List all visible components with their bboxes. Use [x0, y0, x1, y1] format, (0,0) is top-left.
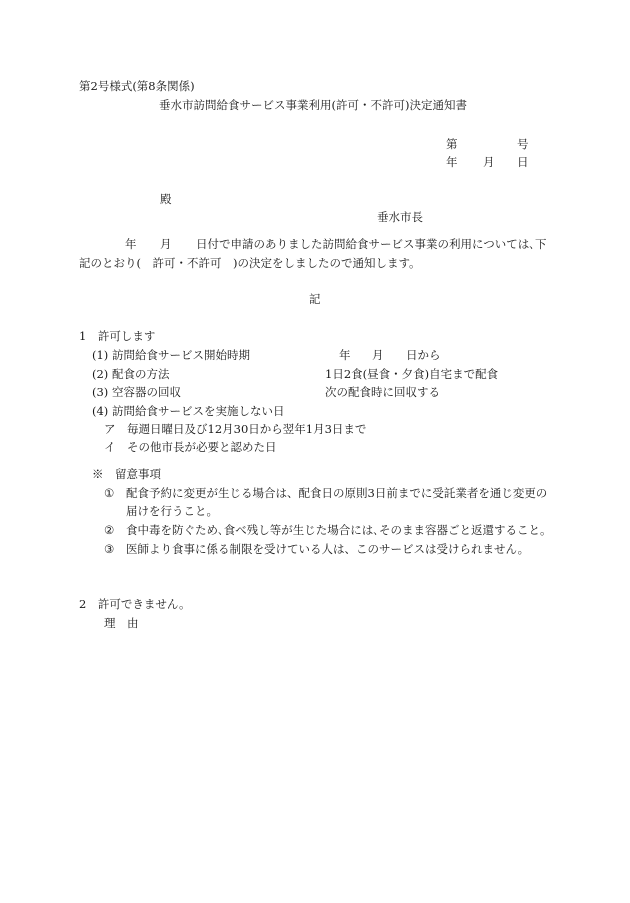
item-1-year: 年	[339, 348, 351, 362]
note-1-mark: ①	[104, 486, 115, 500]
item-3-label: (3) 空容器の回収	[92, 385, 181, 399]
notes-heading: ※ 留意事項	[92, 467, 161, 481]
item-2-value: 1日2食(昼食・夕食)自宅まで配食	[325, 367, 499, 381]
sub-item-a: ア 毎週日曜日及び12月30日から翌年1月3日まで	[104, 422, 367, 436]
body-year: 年	[125, 237, 137, 251]
note-3-mark: ③	[104, 542, 115, 556]
item-1-label: (1) 訪問給食サービス開始時期	[92, 348, 250, 362]
item-1-rest: 日から	[406, 348, 441, 362]
doc-number-prefix: 第	[446, 137, 458, 151]
note-3-text: 医師より食事に係る制限を受けている人は、このサービスは受けられません。	[126, 542, 530, 556]
body-month: 月	[160, 237, 172, 251]
item-3-value: 次の配食時に回収する	[325, 385, 440, 399]
ki-heading: 記	[309, 292, 321, 306]
section1-heading: 1 許可します	[79, 329, 156, 343]
note-2-mark: ②	[104, 523, 115, 537]
date-year: 年	[446, 155, 458, 169]
form-number: 第2号様式(第8条関係)	[79, 79, 195, 93]
item-1-month: 月	[372, 348, 384, 362]
body-line2: 記のとおり( 許可・不許可 )の決定をしましたので通知します。	[79, 256, 421, 270]
doc-number-suffix: 号	[517, 137, 529, 151]
note-2-text: 食中毒を防ぐため､食べ残し等が生じた場合には､そのまま容器ごと返還すること。	[126, 523, 552, 537]
sub-item-i: イ その他市長が必要と認めた日	[104, 440, 277, 454]
note-1-text: 配食予約に変更が生じる場合は、配食日の原則3日前までに受託業者を通じ変更の	[126, 486, 548, 500]
date-day: 日	[517, 155, 529, 169]
body-line1: 日付で申請のありました訪問給食サービス事業の利用については､下	[196, 237, 547, 251]
section2-heading: 2 許可できません。	[79, 597, 191, 611]
document-title: 垂水市訪問給食サービス事業利用(許可・不許可)決定通知書	[159, 98, 467, 112]
note-1-cont: 届けを行うこと。	[126, 504, 218, 518]
date-month: 月	[483, 155, 495, 169]
addressee-suffix: 殿	[160, 192, 172, 206]
sender-name: 垂水市長	[377, 210, 423, 224]
reason-label: 理 由	[104, 616, 139, 630]
item-2-label: (2) 配食の方法	[92, 367, 170, 381]
item-4-label: (4) 訪問給食サービスを実施しない日	[92, 404, 285, 418]
